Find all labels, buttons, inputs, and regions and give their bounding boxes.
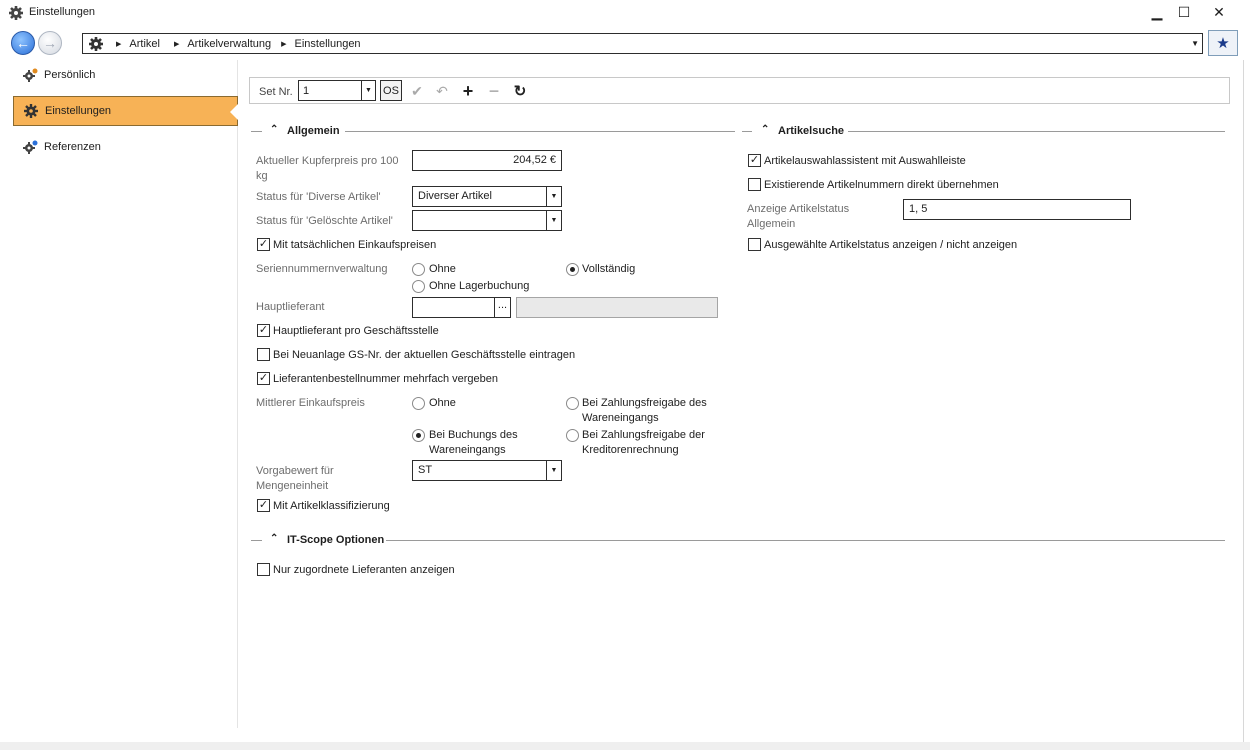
serien-option-label: Ohne [429, 263, 456, 275]
zugeordnete-label: Nur zugordnete Lieferanten anzeigen [273, 564, 455, 576]
kupferpreis-label: Aktueller Kupferpreis pro 100 kg [256, 155, 399, 182]
minimize-button[interactable]: ▁ [1151, 3, 1163, 20]
check-icon: ✓ [749, 154, 760, 166]
sidebar-item-label: Persönlich [44, 69, 96, 81]
check-icon: ✓ [258, 238, 269, 250]
klassifizierung-label: Mit Artikelklassifizierung [273, 500, 390, 512]
vorgabe-select[interactable] [412, 460, 562, 481]
serien-radio-ohne-lagerbuchung[interactable] [412, 280, 425, 293]
hauptlieferant-name-field [516, 297, 718, 318]
sidebar-item-label: Referenzen [44, 141, 101, 153]
klassifizierung-checkbox[interactable] [257, 499, 270, 512]
add-icon[interactable]: + [462, 80, 474, 101]
assistent-checkbox[interactable] [748, 154, 761, 167]
star-icon: ★ [1216, 35, 1230, 52]
chevron-up-icon[interactable]: ⌃ [270, 124, 279, 135]
chevron-right-icon: ▶ [116, 40, 122, 48]
mittlerer-radio-ohne[interactable] [412, 397, 425, 410]
status-bar [0, 742, 1250, 750]
mittlerer-radio-zahlung-wareneingang[interactable] [566, 397, 579, 410]
remove-icon[interactable]: − [488, 80, 500, 101]
anzeige-label: Anzeige Artikelstatus Allgemein [747, 203, 850, 230]
hl-gs-checkbox[interactable] [257, 324, 270, 337]
hauptlieferant-label: Hauptlieferant [256, 301, 325, 313]
chevron-right-icon: ▶ [173, 40, 180, 48]
chevron-down-icon[interactable]: ▼ [1191, 39, 1199, 48]
title-bar [0, 0, 1250, 26]
serien-radio-ohne[interactable] [412, 263, 425, 276]
forward-button[interactable] [38, 31, 62, 55]
arrow-right-icon: → [43, 35, 57, 51]
mittlerer-label: Mittlerer Einkaufspreis [256, 397, 365, 409]
existierende-label: Existierende Artikelnummern direkt übernehmen [764, 179, 999, 191]
ausgewaehlte-label: Ausgewählte Artikelstatus anzeigen / nicht anzeigen [764, 239, 1018, 251]
assistent-label: Artikelauswahlassistent mit Auswahlleiste [764, 155, 966, 167]
breadcrumb-item-einstellungen[interactable]: Einstellungen [294, 37, 361, 50]
refresh-icon[interactable]: ↻ [513, 83, 527, 100]
chevron-down-icon[interactable]: ▼ [361, 81, 375, 100]
mittlerer-option-label: Bei Zahlungsfreigabe der Kreditorenrechnung [582, 429, 705, 456]
existierende-checkbox[interactable] [748, 178, 761, 191]
bestellnr-checkbox[interactable] [257, 372, 270, 385]
sidebar-item-einstellungen[interactable] [13, 96, 238, 126]
back-button[interactable] [11, 31, 35, 55]
vorgabe-value: ST [418, 464, 433, 476]
section-title-itscope: IT-Scope Optionen [287, 534, 385, 546]
sidebar-item-persoenlich[interactable] [13, 60, 238, 90]
breadcrumb-item-artikel[interactable]: Artikel [129, 37, 160, 50]
mittlerer-radio-buchung-wareneingang[interactable] [412, 429, 425, 442]
sidebar [0, 60, 238, 728]
status-diverse-value: Diverser Artikel [418, 190, 492, 202]
anzeige-input[interactable]: 1, 5 [903, 199, 1131, 220]
arrow-left-icon: ← [16, 35, 30, 51]
os-button[interactable]: OS [380, 80, 402, 101]
chevron-down-icon[interactable]: ▼ [546, 187, 561, 206]
mittlerer-option-label: Bei Zahlungsfreigabe des Wareneingangs [582, 397, 707, 424]
ausgewaehlte-checkbox[interactable] [748, 238, 761, 251]
section-divider [848, 131, 1225, 132]
neuanlage-label: Bei Neuanlage GS-Nr. der aktuellen Geschäftsstelle eintragen [273, 349, 576, 361]
maximize-button[interactable]: ☐ [1177, 3, 1191, 20]
chevron-up-icon[interactable]: ⌃ [270, 533, 279, 544]
gear-icon [23, 103, 41, 119]
address-bar[interactable] [82, 33, 1203, 54]
breadcrumb-item-artikelverwaltung[interactable]: Artikelverwaltung [187, 37, 272, 50]
chevron-down-icon[interactable]: ▼ [546, 211, 561, 230]
check-icon[interactable]: ✔ [411, 82, 423, 99]
window-border [1243, 60, 1244, 742]
serien-option-label: Ohne Lagerbuchung [429, 280, 530, 292]
sidebar-item-referenzen[interactable] [13, 132, 238, 162]
check-icon: ✓ [258, 324, 269, 336]
gears-icon [22, 67, 40, 83]
set-select[interactable] [298, 80, 376, 101]
window-title: Einstellungen [29, 6, 96, 18]
hauptlieferant-input[interactable] [412, 297, 495, 318]
neuanlage-checkbox[interactable] [257, 348, 270, 361]
status-diverse-select[interactable] [412, 186, 562, 207]
mittlerer-option-label: Ohne [429, 397, 456, 409]
hl-gs-label: Hauptlieferant pro Geschäftsstelle [273, 325, 439, 337]
check-icon: ✓ [258, 372, 269, 384]
section-divider [742, 131, 752, 132]
serien-option-label: Vollständig [582, 263, 636, 275]
set-label: Set Nr. [259, 86, 293, 98]
gear-icon [88, 36, 104, 52]
mittlerer-option-label: Bei Buchungs des Wareneingangs [429, 429, 518, 456]
chevron-up-icon[interactable]: ⌃ [761, 124, 770, 135]
chevron-down-icon[interactable]: ▼ [546, 461, 561, 480]
gear-icon [8, 5, 24, 21]
favorite-button[interactable] [1208, 30, 1238, 56]
kupferpreis-input[interactable]: 204,52 € [412, 150, 562, 171]
bestellnr-label: Lieferantenbestellnummer mehrfach vergeben [273, 373, 499, 385]
einkaufspreise-label: Mit tatsächlichen Einkaufspreisen [273, 239, 437, 251]
section-divider [386, 540, 1225, 541]
sidebar-item-label: Einstellungen [45, 105, 112, 117]
status-geloescht-label: Status für 'Gelöschte Artikel' [256, 215, 393, 227]
close-button[interactable]: ✕ [1213, 3, 1225, 20]
set-value: 1 [303, 85, 310, 97]
chevron-right-icon: ▶ [281, 40, 287, 48]
serien-label: Seriennummernverwaltung [256, 263, 388, 275]
section-divider [251, 540, 262, 541]
gears-icon [22, 139, 40, 155]
hauptlieferant-browse-button[interactable]: ... [494, 297, 511, 318]
status-geloescht-select[interactable] [412, 210, 562, 231]
section-divider [251, 131, 262, 132]
section-title-allgemein: Allgemein [287, 125, 340, 137]
vorgabe-label: Vorgabewert für Mengeneinheit [256, 465, 334, 492]
mittlerer-radio-zahlung-kreditoren[interactable] [566, 429, 579, 442]
check-icon: ✓ [258, 499, 269, 511]
einkaufspreise-checkbox[interactable] [257, 238, 270, 251]
section-title-artikelsuche: Artikelsuche [778, 125, 845, 137]
serien-radio-vollstaendig[interactable] [566, 263, 579, 276]
section-divider [345, 131, 735, 132]
zugeordnete-checkbox[interactable] [257, 563, 270, 576]
undo-icon[interactable]: ↶ [436, 82, 448, 99]
status-diverse-label: Status für 'Diverse Artikel' [256, 191, 381, 203]
